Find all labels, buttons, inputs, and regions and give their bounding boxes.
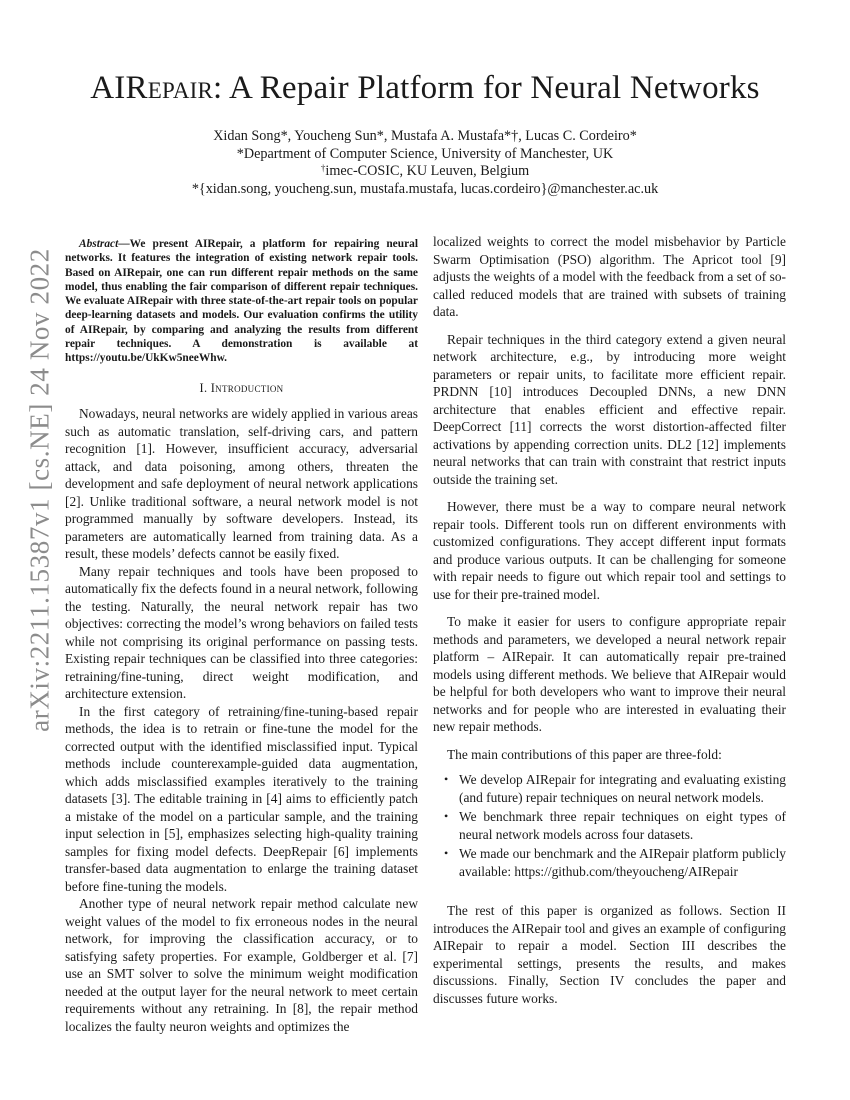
paragraph: Nowadays, neural networks are widely applied in various areas such as automatic translation, self-driving cars, and pattern recognition [1]. However, insufficient accuracy, adversarial attack, and data poisoning, among others, threaten the development and safe deployment of neural network applications [2]. Unlike traditional software, a neural network model is not programmed manually by software developers. Instead, its parameters are automatically learned from training data. As a result, these models’ defects cannot be easily fixed. (65, 406, 418, 562)
right-column (433, 233, 786, 1007)
paragraph: localized weights to correct the model misbehavior by Particle Swarm Optimisation (PSO) algorithm. The Apricot tool [9] adjusts the weights of a model with the feedback from a set of so-called reduced models that are trained with subsets of training data. (433, 234, 786, 319)
paragraph: However, there must be a way to compare neural network repair tools. Different tools run on different environments with customized configurations. They accept different input formats and produce various outputs. It can be challenging for someone with repair needs to figure out which repair tool and settings to use for their pre-trained model. (433, 499, 786, 602)
abstract-label: Abstract (79, 238, 119, 250)
abstract (65, 237, 418, 366)
bullet-icon: • (444, 772, 449, 786)
affiliation-manchester: *Department of Computer Science, University of Manchester, UK (236, 145, 614, 162)
paragraph: To make it easier for users to configure appropriate repair methods and parameters, we developed a neural network repair platform – AIRepair. It can automatically repair pre-trained models using different methods. We believe that AIRepair would be helpful for both developers who want to improve their neural networks and for people who are interested in evaluating their new repair methods. (433, 614, 786, 734)
paper-title: AIRepair: A Repair Platform for Neural Networks (90, 70, 760, 106)
paragraph: Another type of neural network repair method calculate new weight values of the model to fix erroneous nodes in the neural network, for improving the classification accuracy, or to satisfying safety properties. For example, Goldberger et al. [7] use an SMT solver to solve the minimum weight modification needed at the output layer for the neural network to meet certain requirements without any retraining. In [8], the repair method localizes the faulty neuron weights and optimizes the (65, 896, 418, 1034)
list-item: • We develop AIRepair for integrating and evaluating existing (and future) repair techniques on neural network models. (444, 772, 786, 805)
abstract-text: —We present AIRepair, a platform for repairing neural networks. It features the integration of existing network repair tools. Based on AIRepair, one can run different repair methods on the same model, thus enabling the fair comparison of different repair techniques. We evaluate AIRepair with three state-of-the-art repair tools on popular deep-learning datasets and models. Our evaluation confirms the utility of AIRepair, by comparing and analyzing the results from different repair techniques. A demonstration is available at https://youtu.be/UkKw5neeWhw. (65, 238, 418, 365)
section-heading-introduction: I. Introduction (199, 380, 284, 395)
paragraph: Repair techniques in the third category extend a given neural network architecture, e.g., by introducing more weight parameters or repair units, to facilitate more efficient repair. PRDNN [10] introduces Decoupled DNNs, a new DNN architecture that enables efficient and effective repair. DeepCorrect [11] corrects the worst distortion-affected filter activations by appending correction units. DL2 [12] implements neural networks that can train with constraint that restrict inputs outside the training set. (433, 331, 786, 487)
left-column (65, 237, 418, 1035)
list-item: • We made our benchmark and the AIRepair platform publicly available: https://github.com/theyoucheng/AIRepair (444, 846, 786, 879)
author-emails: *{xidan.song, youcheng.sun, mustafa.mustafa, lucas.cordeiro}@manchester.ac.uk (191, 180, 659, 197)
author-names: Xidan Song*, Youcheng Sun*, Mustafa A. Mustafa*†, Lucas C. Cordeiro* (213, 128, 637, 144)
paragraph: The rest of this paper is organized as follows. Section II introduces the AIRepair tool and gives an example of configuring AIRepair to repair a model. Section III describes the experimental settings, presents the results, and makes discussions. Finally, Section IV concludes the paper and discusses future works. (433, 903, 786, 1006)
list-item: • We benchmark three repair techniques on eight types of neural network models across four datasets. (444, 809, 786, 842)
paragraph: The main contributions of this paper are three-fold: (447, 746, 722, 762)
contributions-list (433, 771, 786, 880)
author-block (0, 128, 850, 198)
arxiv-side-identifier: arXiv:2211.15387v1 [cs.NE] 24 Nov 2022 (24, 248, 55, 732)
paragraph: In the first category of retraining/fine-tuning-based repair methods, the idea is to retrain or fine-tune the model for the corrected output with the identified misclassified input. Typical methods include counterexample-guided data augmentation, which adds misclassified examples iteratively to the training datasets [3]. The editable training in [4] aims to efficiently patch a mistake of the model on a particular sample, and the training input selection in [5], emphasizes selecting high-quality training samples for fixing model defects. DeepRepair [6] implements transfer-based data augmentation to enlarge the training dataset before fine-tuning the models. (65, 703, 418, 894)
bullet-icon: • (444, 809, 449, 823)
affiliation-kuleuven: †imec-COSIC, KU Leuven, Belgium (320, 163, 530, 179)
bullet-icon: • (444, 846, 449, 860)
paragraph: Many repair techniques and tools have been proposed to automatically fix the defects found in a neural network, following the testing. Naturally, the neural network repair has two objectives: correcting the model’s wrong behaviors on failed tests while not comprising its original performance on passing tests. Existing repair techniques can be classified into three categories: retraining/fine-tuning, direct weight modification, and architecture extension. (65, 563, 418, 702)
